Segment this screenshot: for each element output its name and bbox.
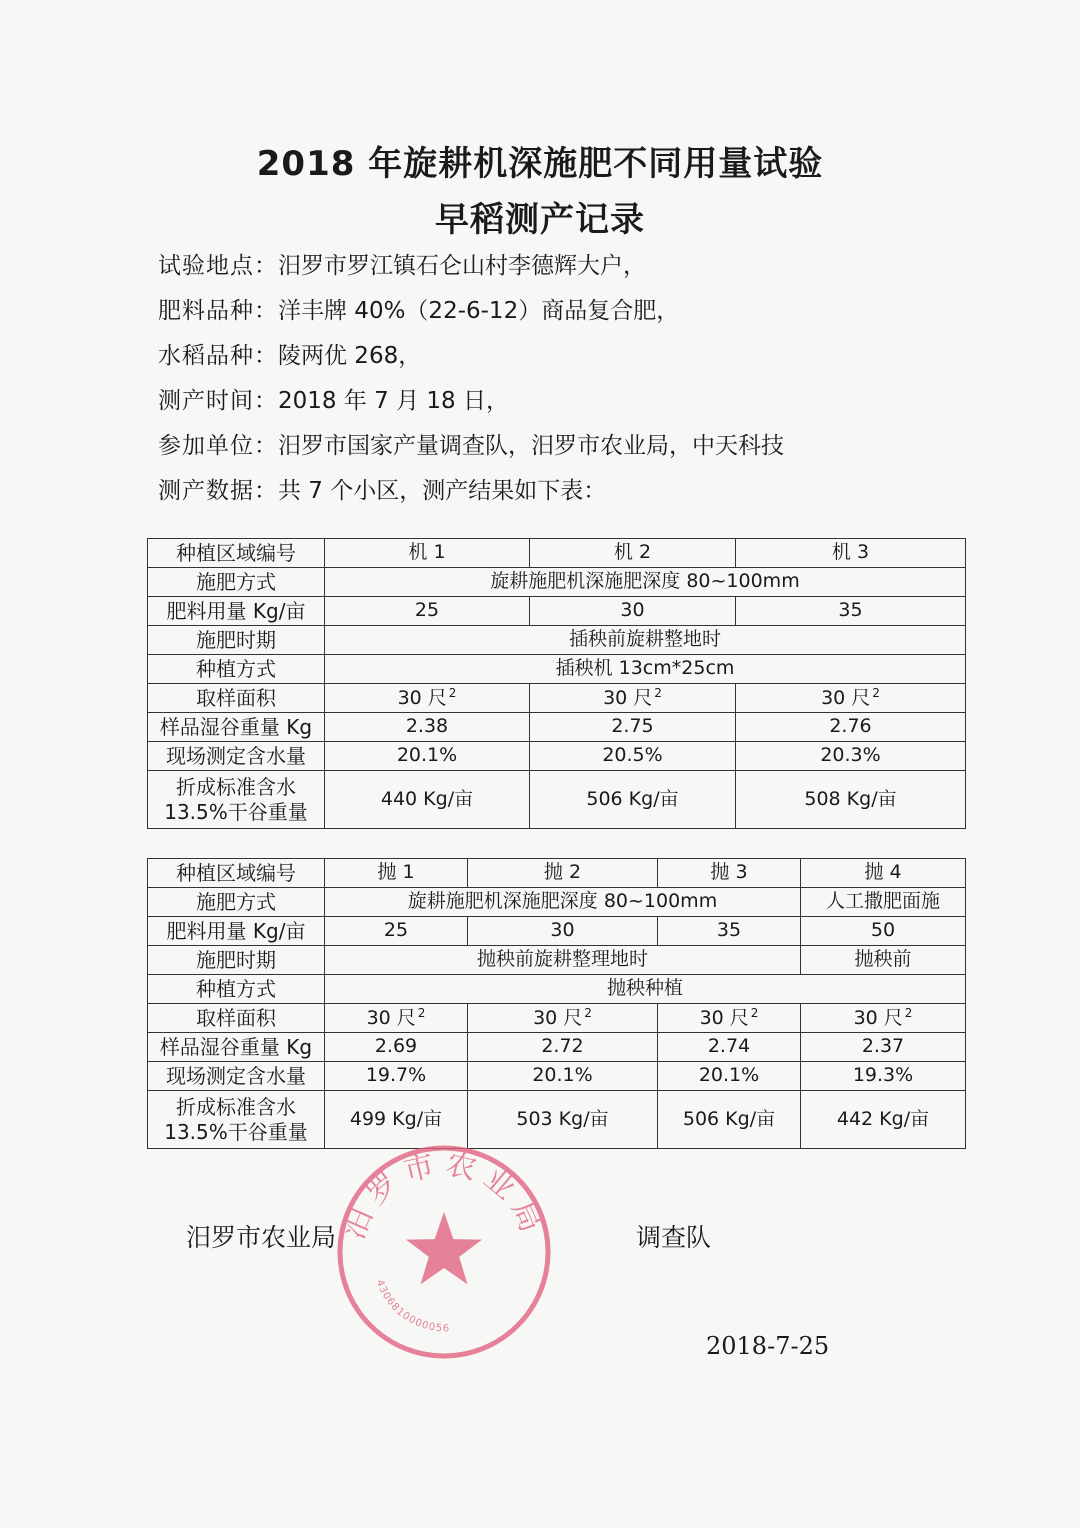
- row-label-period: 施肥时期: [148, 626, 325, 655]
- row-label-amount: 肥料用量 Kg/亩: [148, 917, 325, 946]
- info-participants: [158, 435, 784, 458]
- row-label-dry-weight: [148, 771, 325, 829]
- table-row: [148, 975, 966, 1004]
- table-row: [148, 742, 966, 771]
- document-title: 2018 年旋耕机深施肥不同用量试验: [256, 144, 824, 184]
- moisture-cell: 19.3%: [801, 1062, 966, 1091]
- amount-cell: 50: [801, 917, 966, 946]
- table-row: [148, 539, 966, 568]
- zone-cell: 机 2: [530, 539, 736, 568]
- table-row: [148, 946, 966, 975]
- moisture-cell: 20.1%: [325, 742, 530, 771]
- label-line: 13.5%干谷重量: [164, 1119, 308, 1144]
- area-value: 30 尺: [533, 1006, 583, 1029]
- area-superscript: 2: [448, 685, 457, 700]
- method-cell: 人工撒肥面施: [801, 888, 966, 917]
- seal-star-icon: [406, 1212, 482, 1284]
- area-value: 30 尺: [366, 1006, 416, 1029]
- planting-cell: 抛秧种植: [325, 975, 966, 1004]
- info-label: 水稻品种：: [158, 343, 278, 369]
- info-fertilizer: [158, 300, 679, 323]
- row-label-method: 施肥方式: [148, 568, 325, 597]
- row-label-period: 施肥时期: [148, 946, 325, 975]
- area-superscript: 2: [904, 1005, 913, 1020]
- dry-weight-cell: 442 Kg/亩: [801, 1091, 966, 1149]
- table-row: [148, 713, 966, 742]
- table-row: [148, 568, 966, 597]
- amount-cell: 35: [658, 917, 801, 946]
- info-label: 试验地点：: [158, 253, 278, 279]
- zone-cell: 抛 4: [801, 859, 966, 888]
- area-value: 30 尺: [853, 1006, 903, 1029]
- table-row: [148, 888, 966, 917]
- area-superscript: 2: [654, 685, 662, 700]
- table-row: [148, 626, 966, 655]
- official-seal-icon: [334, 1142, 554, 1362]
- yield-table-throwing: [147, 858, 966, 1149]
- area-superscript: 2: [872, 685, 880, 700]
- table-row: [148, 859, 966, 888]
- area-value: 30 尺: [699, 1006, 749, 1029]
- table-row: [148, 771, 966, 829]
- moisture-cell: 20.1%: [468, 1062, 658, 1091]
- row-label-moisture: 现场测定含水量: [148, 1062, 325, 1091]
- footer-date: 2018-7-25: [706, 1332, 830, 1360]
- wet-weight-cell: 2.74: [658, 1033, 801, 1062]
- label-line: 折成标准含水: [176, 1094, 296, 1119]
- zone-cell: 机 1: [325, 539, 530, 568]
- yield-table-machine: [147, 538, 966, 829]
- table-row: [148, 684, 966, 713]
- table-row: [148, 597, 966, 626]
- row-label-wet-weight: 样品湿谷重量 Kg: [148, 1033, 325, 1062]
- info-measure-time: [158, 390, 509, 413]
- seal-text-path: 汨罗市农业局: [336, 1146, 552, 1245]
- area-superscript: 2: [584, 1005, 592, 1020]
- sample-area-cell: [468, 1004, 658, 1033]
- seal-code-path: 4306810000056: [373, 1278, 451, 1335]
- wet-weight-cell: 2.72: [468, 1033, 658, 1062]
- wet-weight-cell: 2.37: [801, 1033, 966, 1062]
- zone-cell: 抛 3: [658, 859, 801, 888]
- row-label-dry-weight: [148, 1091, 325, 1149]
- row-label-sample-area: 取样面积: [148, 684, 325, 713]
- info-value: 2018 年 7 月 18 日，: [278, 388, 509, 414]
- dry-weight-cell: 506 Kg/亩: [530, 771, 736, 829]
- sample-area-cell: [658, 1004, 801, 1033]
- sample-area-cell: [325, 1004, 468, 1033]
- moisture-cell: 20.5%: [530, 742, 736, 771]
- info-trial-location: [158, 255, 646, 278]
- seal-code: [374, 1278, 451, 1334]
- info-label: 测产数据：: [158, 478, 278, 504]
- area-value: 30 尺: [397, 686, 447, 709]
- dry-weight-cell: 440 Kg/亩: [325, 771, 530, 829]
- amount-cell: 30: [530, 597, 736, 626]
- info-value: 汨罗市国家产量调查队，汨罗市农业局，中天科技: [278, 433, 784, 459]
- amount-cell: 25: [325, 597, 530, 626]
- planting-cell: 插秧机 13cm*25cm: [325, 655, 966, 684]
- sample-area-cell: [325, 684, 530, 713]
- dry-weight-cell: 506 Kg/亩: [658, 1091, 801, 1149]
- sample-area-cell: [736, 684, 966, 713]
- table-row: [148, 917, 966, 946]
- area-value: 30 尺: [821, 686, 871, 709]
- footer-org-left: 汨罗市农业局: [186, 1223, 337, 1252]
- row-label-wet-weight: 样品湿谷重量 Kg: [148, 713, 325, 742]
- info-value: 陵两优 268，: [278, 343, 422, 369]
- info-rice-variety: [158, 345, 421, 368]
- info-value: 汨罗市罗江镇石仑山村李德辉大户，: [278, 253, 646, 279]
- wet-weight-cell: 2.75: [530, 713, 736, 742]
- area-superscript: 2: [750, 1005, 759, 1020]
- info-label: 参加单位：: [158, 433, 278, 459]
- wet-weight-cell: 2.69: [325, 1033, 468, 1062]
- method-cell: 旋耕施肥机深施肥深度 80~100mm: [325, 568, 966, 597]
- dry-weight-cell: 503 Kg/亩: [468, 1091, 658, 1149]
- table-row: [148, 1004, 966, 1033]
- info-measure-data: [158, 480, 606, 503]
- row-label-method: 施肥方式: [148, 888, 325, 917]
- row-label-sample-area: 取样面积: [148, 1004, 325, 1033]
- amount-cell: 25: [325, 917, 468, 946]
- amount-cell: 35: [736, 597, 966, 626]
- zone-cell: 抛 1: [325, 859, 468, 888]
- dry-weight-cell: 508 Kg/亩: [736, 771, 966, 829]
- amount-cell: 30: [468, 917, 658, 946]
- row-label-moisture: 现场测定含水量: [148, 742, 325, 771]
- period-cell: 插秧前旋耕整地时: [325, 626, 966, 655]
- period-cell: 抛秧前旋耕整理地时: [325, 946, 801, 975]
- info-label: 肥料品种：: [158, 298, 278, 324]
- area-value: 30 尺: [603, 686, 653, 709]
- zone-cell: 抛 2: [468, 859, 658, 888]
- sample-area-cell: [801, 1004, 966, 1033]
- period-cell: 抛秧前: [801, 946, 966, 975]
- document-subtitle: 早稻测产记录: [435, 200, 645, 240]
- method-cell: 旋耕施肥机深施肥深度 80~100mm: [325, 888, 801, 917]
- table-row: [148, 1091, 966, 1149]
- moisture-cell: 20.3%: [736, 742, 966, 771]
- info-value: 洋丰牌 40%（22-6-12）商品复合肥，: [278, 298, 680, 324]
- row-label-amount: 肥料用量 Kg/亩: [148, 597, 325, 626]
- moisture-cell: 19.7%: [325, 1062, 468, 1091]
- area-superscript: 2: [417, 1005, 426, 1020]
- info-value: 共 7 个小区，测产结果如下表：: [278, 478, 607, 504]
- sample-area-cell: [530, 684, 736, 713]
- dry-weight-cell: 499 Kg/亩: [325, 1091, 468, 1149]
- table-row: [148, 1033, 966, 1062]
- row-label-planting: 种植方式: [148, 655, 325, 684]
- info-label: 测产时间：: [158, 388, 278, 414]
- table-row: [148, 1062, 966, 1091]
- label-line: 13.5%干谷重量: [164, 799, 308, 824]
- table-row: [148, 655, 966, 684]
- wet-weight-cell: 2.38: [325, 713, 530, 742]
- row-label-planting: 种植方式: [148, 975, 325, 1004]
- moisture-cell: 20.1%: [658, 1062, 801, 1091]
- label-line: 折成标准含水: [176, 774, 296, 799]
- row-label-zone: 种植区域编号: [148, 859, 325, 888]
- wet-weight-cell: 2.76: [736, 713, 966, 742]
- zone-cell: 机 3: [736, 539, 966, 568]
- footer-org-right: 调查队: [636, 1223, 712, 1252]
- row-label-zone: 种植区域编号: [148, 539, 325, 568]
